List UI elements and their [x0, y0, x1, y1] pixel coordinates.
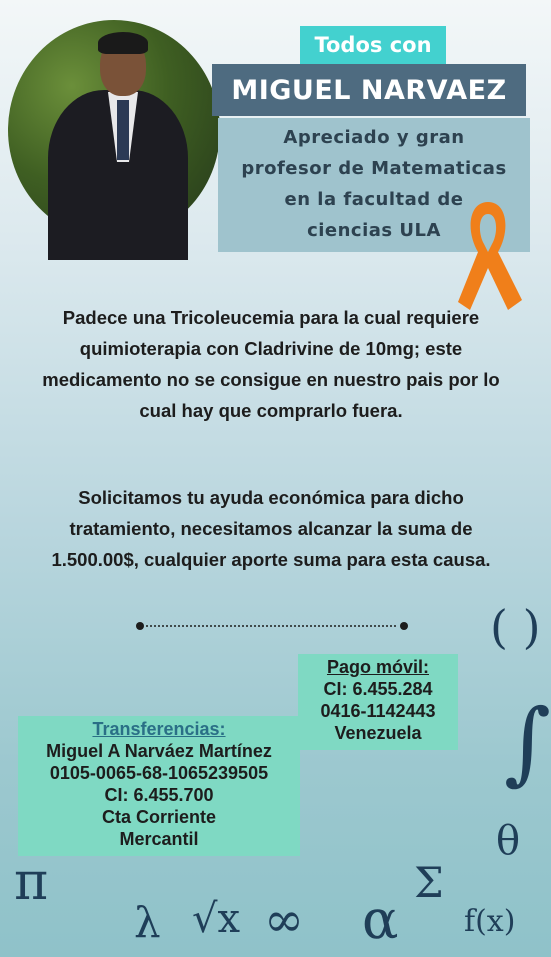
pago-movil-phone: 0416-1142443 [320, 701, 436, 721]
photo-tie [117, 100, 129, 160]
description-line-1: Apreciado y gran [283, 127, 465, 148]
alpha-symbol: α [362, 888, 399, 951]
integral-symbol: ∫ [504, 690, 551, 795]
dotted-divider [134, 620, 410, 632]
infinity-symbol: ∞ [264, 892, 304, 948]
awareness-ribbon-icon [448, 192, 530, 316]
request-paragraph: Solicitamos tu ayuda económica para dicho tratamiento, necesitamos alcanzar la suma de 1.500.00$, cualquier aporte suma para esta causa. [51, 487, 491, 570]
description-line-3: en la facultad de [284, 189, 464, 210]
name-title: MIGUEL NARVAEZ [212, 64, 526, 116]
transferencias-holder: Miguel A Narváez Martínez [46, 741, 272, 761]
condition-paragraph: Padece una Tricoleucemia para la cual requiere quimioterapia con Cladrivine de 10mg; este medicamento no se consigue en nuestro pais por lo cual hay que comprarlo fuera. [42, 307, 500, 421]
sigma-symbol: Σ [414, 858, 444, 907]
sqrt-x-symbol: √x [192, 896, 241, 942]
photo-hair [98, 32, 148, 54]
transferencias-type: Cta Corriente [101, 807, 217, 827]
pi-symbol: π [14, 852, 49, 912]
transferencias-bank: Mercantil [119, 829, 199, 849]
parentheses-symbol: ( ) [490, 600, 541, 654]
profile-photo [8, 20, 220, 240]
transferencias-account: 0105-0065-68-1065239505 [49, 763, 269, 783]
lambda-symbol: λ [134, 898, 161, 947]
description-line-4: ciencias ULA [307, 220, 441, 241]
todos-con-label: Todos con [300, 26, 446, 64]
transferencias-box [18, 716, 300, 856]
pago-movil-title: Pago móvil: [326, 657, 429, 677]
pago-movil-box [298, 654, 458, 750]
description-line-2: profesor de Matematicas [241, 158, 507, 179]
fx-symbol: f(x) [464, 904, 516, 939]
pago-movil-bank: Venezuela [334, 723, 422, 743]
pago-movil-ci: CI: 6.455.284 [323, 679, 433, 699]
theta-symbol: θ [496, 818, 521, 864]
transferencias-ci: CI: 6.455.700 [104, 785, 214, 805]
transferencias-title: Transferencias: [92, 719, 226, 739]
